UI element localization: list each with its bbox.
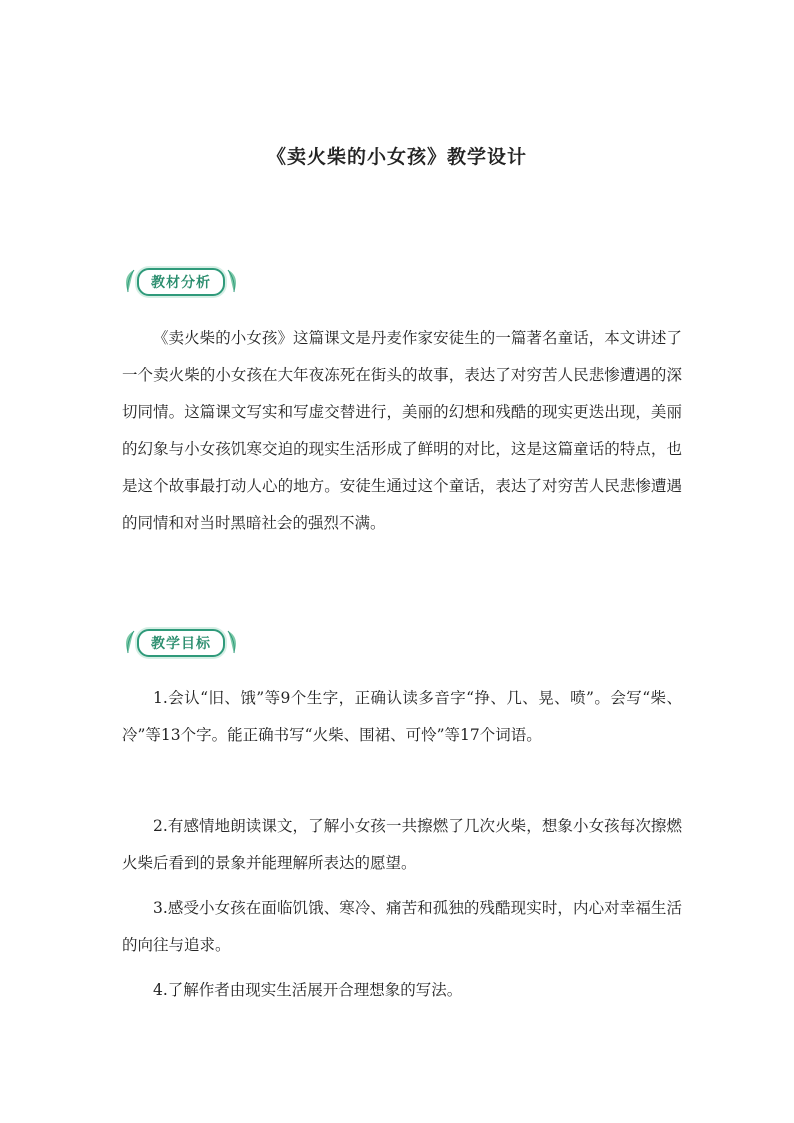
objective-item-3: 3.感受小女孩在面临饥饿、寒冷、痛苦和孤独的残酷现实时，内心对幸福生活的向往与追求。 [122, 899, 682, 954]
materials-paragraph: 《卖火柴的小女孩》这篇课文是丹麦作家安徒生的一篇著名童话，本文讲述了一个卖火柴的小女孩在大年夜冻死在街头的故事，表达了对穷苦人民悲惨遭遇的深切同情。这篇课文写实和写虚交替进行，美丽的幻想和残酷的现实更迭出现，美丽的幻象与小女孩饥寒交迫的现实生活形成了鲜明的对比，这是这篇童话的特点，也是这个故事最打动人心的地方。安徒生通过这个童话，表达了对穷苦人民悲惨遭遇的同情和对当时黑暗社会的强烈不满。 [122, 329, 682, 532]
leaf-right-icon [226, 629, 240, 657]
section-badge-objectives [122, 626, 240, 660]
leaf-left-icon [122, 268, 136, 296]
section-badge-materials [122, 265, 240, 299]
objective-item-4: 4.了解作者由现实生活展开合理想象的写法。 [153, 981, 463, 999]
leaf-right-icon [226, 268, 240, 296]
page-title: 《卖火柴的小女孩》教学设计 [266, 146, 527, 168]
objective-item-2: 2.有感情地朗读课文，了解小女孩一共擦燃了几次火柴，想象小女孩每次擦燃火柴后看到的景象并能理解所表达的愿望。 [122, 817, 682, 872]
section-heading-materials: 教材分析 [137, 268, 225, 296]
leaf-left-icon [122, 629, 136, 657]
section-heading-objectives: 教学目标 [137, 629, 225, 657]
objective-item-1: 1.会认“旧、饿”等9个生字，正确认读多音字“挣、几、晃、喷”。会写“柴、冷”等13个字。能正确书写“火柴、围裙、可怜”等17个词语。 [122, 689, 682, 744]
